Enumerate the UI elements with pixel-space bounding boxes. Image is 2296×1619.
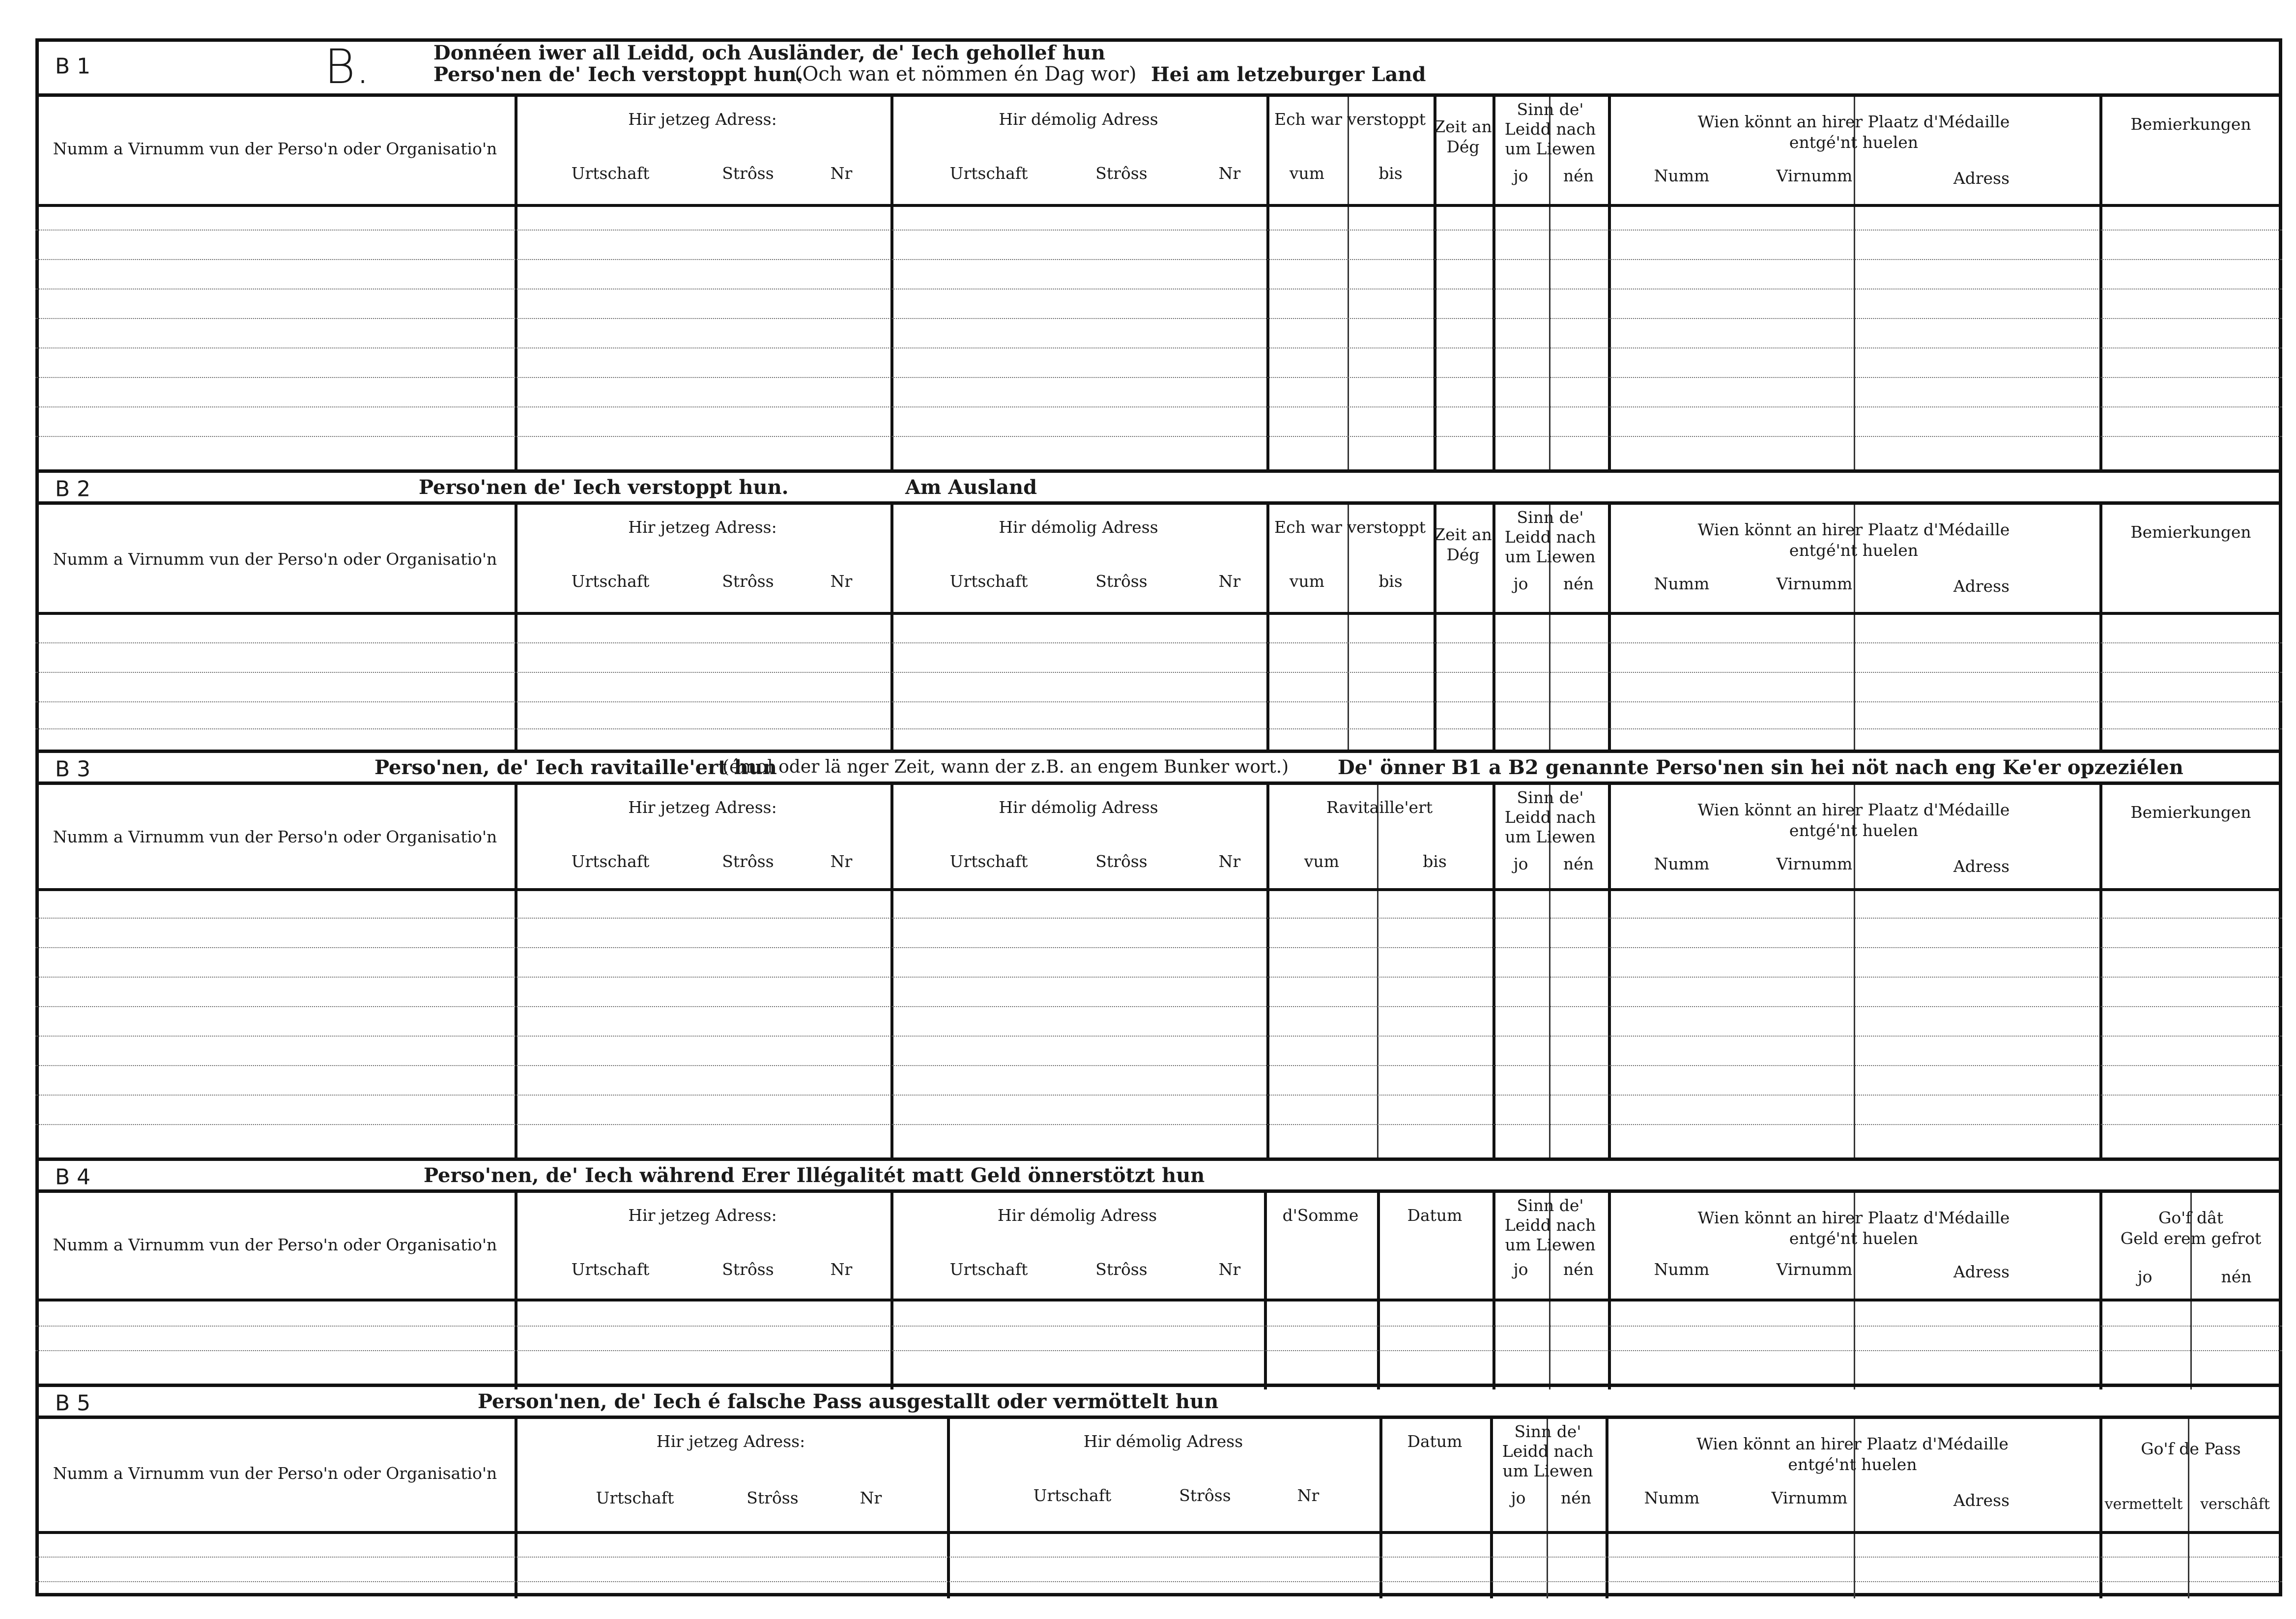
column-header-nr: Nr bbox=[830, 1260, 853, 1279]
column-header-address: Adress bbox=[1953, 169, 2010, 188]
column-header-address: Adress bbox=[1953, 1262, 2010, 1281]
column-header-date: Datum bbox=[1407, 1432, 1463, 1451]
column-header-nr: Nr bbox=[1297, 1486, 1320, 1505]
column-header-nr: Nr bbox=[860, 1488, 882, 1507]
column-header-no: nén bbox=[1563, 574, 1594, 593]
column-header-supplied: Ravitaille'ert bbox=[1326, 798, 1433, 817]
table-b3 bbox=[35, 781, 2282, 1158]
column-header-yes: jo bbox=[1513, 574, 1528, 593]
column-header-time-days: Zeit an Dég bbox=[1434, 525, 1492, 565]
section-title: De' önner B1 a B2 genannte Perso'nen sin hei nöt nach eng Ke'er opzeziélen bbox=[1338, 756, 2183, 779]
section-title: Perso'nen de' Iech verstoppt hun. bbox=[419, 476, 789, 499]
column-header-former-address: Hir démolig Adress bbox=[1083, 1432, 1243, 1451]
column-header-town: Urtschaft bbox=[1033, 1486, 1112, 1505]
column-header-medal: entgé'nt huelen bbox=[1788, 1455, 1917, 1474]
column-header-nr: Nr bbox=[1218, 572, 1241, 591]
column-header-sum: d'Somme bbox=[1282, 1206, 1359, 1225]
column-header-medal: entgé'nt huelen bbox=[1789, 541, 1919, 560]
column-header-remarks: Bemierkungen bbox=[2130, 115, 2251, 134]
column-header-town: Urtschaft bbox=[571, 852, 650, 871]
column-header-surname: Numm bbox=[1644, 1488, 1700, 1507]
section-title: Perso'nen, de' Iech ravitaille'ert hun bbox=[374, 756, 777, 779]
column-header-medal: Wien könnt an hirer Plaatz d'Médaille bbox=[1697, 520, 2010, 539]
column-header-street: Strôss bbox=[1095, 164, 1148, 183]
column-header-medal: Wien könnt an hirer Plaatz d'Médaille bbox=[1696, 1434, 2009, 1453]
column-header-yes: jo bbox=[1513, 854, 1528, 873]
section-b2-header bbox=[35, 469, 2282, 505]
column-header-no: nén bbox=[1563, 854, 1594, 873]
column-header-yes: jo bbox=[2137, 1267, 2152, 1286]
section-title: Donnéen iwer all Leidd, och Ausländer, de' Iech gehollef hun bbox=[433, 41, 1106, 64]
column-header-street: Strôss bbox=[746, 1488, 799, 1507]
column-header-former-address: Hir démolig Adress bbox=[997, 1206, 1157, 1225]
column-header-town: Urtschaft bbox=[949, 1260, 1028, 1279]
column-header-suffered: Sinn de' bbox=[1517, 788, 1584, 807]
column-header-town: Urtschaft bbox=[571, 572, 650, 591]
column-header-from: vum bbox=[1289, 572, 1325, 591]
table-b1 bbox=[35, 93, 2282, 470]
column-header-yes: jo bbox=[1511, 1488, 1526, 1507]
column-header-date: Datum bbox=[1407, 1206, 1463, 1225]
section-code: B 3 bbox=[55, 756, 91, 781]
column-header-suffered: um Liewen bbox=[1505, 827, 1596, 846]
section-letter: B. bbox=[324, 39, 371, 94]
column-header-to: bis bbox=[1378, 572, 1403, 591]
column-header-address: Adress bbox=[1953, 857, 2010, 876]
column-header-suffered: Leidd nach bbox=[1504, 1215, 1596, 1235]
column-header-surname: Numm bbox=[1654, 1260, 1710, 1279]
column-header-from: vum bbox=[1289, 164, 1325, 183]
column-header-medal: Wien könnt an hirer Plaatz d'Médaille bbox=[1697, 1208, 2010, 1227]
column-header-surname: Numm bbox=[1654, 166, 1710, 185]
section-code: B 5 bbox=[55, 1390, 91, 1416]
column-header-current-address: Hir jetzeg Adress: bbox=[628, 1206, 777, 1225]
column-header-name: Numm a Virnumm vun der Perso'n oder Organisatio'n bbox=[53, 549, 497, 569]
column-header-current-address: Hir jetzeg Adress: bbox=[628, 518, 777, 537]
column-header-surname: Numm bbox=[1654, 574, 1710, 593]
column-header-suffered: Leidd nach bbox=[1504, 527, 1596, 547]
column-header-firstname: Virnumm bbox=[1771, 1488, 1848, 1507]
column-header-no: nén bbox=[1560, 1488, 1592, 1507]
column-header-street: Strôss bbox=[722, 852, 774, 871]
column-header-firstname: Virnumm bbox=[1776, 574, 1853, 593]
column-header-suffered: Leidd nach bbox=[1504, 808, 1596, 827]
column-header-firstname: Virnumm bbox=[1776, 166, 1853, 185]
column-header-medal: entgé'nt huelen bbox=[1789, 1229, 1919, 1248]
column-header-town: Urtschaft bbox=[949, 164, 1028, 183]
column-header-nr: Nr bbox=[830, 164, 853, 183]
column-header-nr: Nr bbox=[1218, 1260, 1241, 1279]
column-header-suffered: Sinn de' bbox=[1517, 100, 1584, 119]
column-header-suffered: Sinn de' bbox=[1517, 508, 1584, 527]
section-title: Perso'nen de' Iech verstoppt hun. bbox=[433, 63, 804, 86]
column-header-former-address: Hir démolig Adress bbox=[999, 518, 1158, 537]
column-header-yes: jo bbox=[1513, 1260, 1528, 1279]
column-header-nr: Nr bbox=[830, 572, 853, 591]
column-header-town: Urtschaft bbox=[949, 852, 1028, 871]
column-header-to: bis bbox=[1378, 164, 1403, 183]
column-header-town: Urtschaft bbox=[596, 1488, 674, 1507]
table-b5 bbox=[35, 1416, 2282, 1598]
column-header-street: Strôss bbox=[722, 572, 774, 591]
table-b2 bbox=[35, 501, 2282, 751]
column-header-firstname: Virnumm bbox=[1776, 1260, 1853, 1279]
section-code: B 4 bbox=[55, 1164, 91, 1189]
section-b3-header bbox=[35, 750, 2282, 785]
column-header-medal: entgé'nt huelen bbox=[1789, 133, 1919, 152]
column-header-town: Urtschaft bbox=[571, 1260, 650, 1279]
column-header-suffered: Sinn de' bbox=[1517, 1196, 1584, 1215]
column-header-suffered: Sinn de' bbox=[1514, 1422, 1581, 1441]
section-title-note: (émol oder lä nger Zeit, wann der z.B. an engem Bunker wort.) bbox=[722, 757, 1289, 777]
column-header-hidden: Ech war verstoppt bbox=[1274, 110, 1426, 129]
column-header-town: Urtschaft bbox=[949, 572, 1028, 591]
column-header-from: vum bbox=[1304, 852, 1340, 871]
column-header-street: Strôss bbox=[1095, 572, 1148, 591]
column-header-name: Numm a Virnumm vun der Perso'n oder Organisatio'n bbox=[53, 1464, 497, 1483]
column-header-former-address: Hir démolig Adress bbox=[999, 110, 1158, 129]
column-header-medal: entgé'nt huelen bbox=[1789, 821, 1919, 840]
column-header-suffered: Leidd nach bbox=[1504, 119, 1596, 139]
column-header-current-address: Hir jetzeg Adress: bbox=[628, 798, 777, 817]
column-header-street: Strôss bbox=[722, 1260, 774, 1279]
section-title: Person'nen, de' Iech é falsche Pass ausgestallt oder vermöttelt hun bbox=[478, 1390, 1219, 1413]
column-header-money-back: Geld erem gefrot bbox=[2120, 1229, 2262, 1248]
column-header-time-days: Zeit an Dég bbox=[1434, 117, 1492, 157]
column-header-street: Strôss bbox=[722, 164, 774, 183]
column-header-nr: Nr bbox=[1218, 164, 1241, 183]
section-b1-header bbox=[35, 39, 2282, 93]
column-header-hidden: Ech war verstoppt bbox=[1274, 518, 1426, 537]
column-header-address: Adress bbox=[1953, 577, 2010, 596]
section-code: B 1 bbox=[55, 54, 91, 79]
section-b5-header bbox=[35, 1384, 2282, 1419]
column-header-suffered: Leidd nach bbox=[1502, 1442, 1594, 1461]
column-header-street: Strôss bbox=[1095, 852, 1148, 871]
column-header-current-address: Hir jetzeg Adress: bbox=[628, 110, 777, 129]
column-header-town: Urtschaft bbox=[571, 164, 650, 183]
column-header-suffered: um Liewen bbox=[1505, 139, 1596, 158]
column-header-mediated: vermettelt bbox=[2104, 1496, 2183, 1513]
column-header-nr: Nr bbox=[1218, 852, 1241, 871]
column-header-medal: Wien könnt an hirer Plaatz d'Médaille bbox=[1697, 112, 2010, 131]
column-header-to: bis bbox=[1423, 852, 1447, 871]
column-header-street: Strôss bbox=[1179, 1486, 1231, 1505]
column-header-yes: jo bbox=[1513, 166, 1528, 185]
column-header-former-address: Hir démolig Adress bbox=[999, 798, 1158, 817]
section-title: Perso'nen, de' Iech während Erer Illégalitét matt Geld önnerstötzt hun bbox=[424, 1164, 1205, 1187]
section-code: B 2 bbox=[55, 476, 91, 501]
column-header-address: Adress bbox=[1953, 1491, 2010, 1510]
column-header-street: Strôss bbox=[1095, 1260, 1148, 1279]
column-header-suffered: um Liewen bbox=[1505, 1235, 1596, 1254]
column-header-firstname: Virnumm bbox=[1776, 854, 1853, 873]
column-header-current-address: Hir jetzeg Adress: bbox=[656, 1432, 805, 1451]
column-header-name: Numm a Virnumm vun der Perso'n oder Organisatio'n bbox=[53, 827, 497, 846]
column-header-medal: Wien könnt an hirer Plaatz d'Médaille bbox=[1697, 800, 2010, 819]
column-header-suffered: um Liewen bbox=[1505, 547, 1596, 566]
section-title: Hei am letzeburger Land bbox=[1151, 63, 1426, 86]
column-header-suffered: um Liewen bbox=[1502, 1461, 1593, 1480]
section-title: Am Ausland bbox=[905, 476, 1037, 499]
column-header-name: Numm a Virnumm vun der Perso'n oder Organisatio'n bbox=[53, 139, 497, 158]
column-header-name: Numm a Virnumm vun der Perso'n oder Organisatio'n bbox=[53, 1235, 497, 1254]
section-b4-header bbox=[35, 1157, 2282, 1193]
column-header-remarks: Bemierkungen bbox=[2130, 522, 2251, 542]
column-header-procured: verschâft bbox=[2200, 1496, 2270, 1513]
section-title-note: (Och wan et nömmen én Dag wor) bbox=[795, 63, 1137, 86]
column-header-money-back: Go'f dât bbox=[2158, 1208, 2224, 1227]
table-b4 bbox=[35, 1189, 2282, 1389]
column-header-no: nén bbox=[1563, 166, 1594, 185]
column-header-nr: Nr bbox=[830, 852, 853, 871]
column-header-remarks: Bemierkungen bbox=[2130, 803, 2251, 822]
column-header-pass: Go'f de Pass bbox=[2141, 1439, 2241, 1458]
column-header-no: nén bbox=[1563, 1260, 1594, 1279]
column-header-no: nén bbox=[2221, 1267, 2252, 1286]
column-header-surname: Numm bbox=[1654, 854, 1710, 873]
